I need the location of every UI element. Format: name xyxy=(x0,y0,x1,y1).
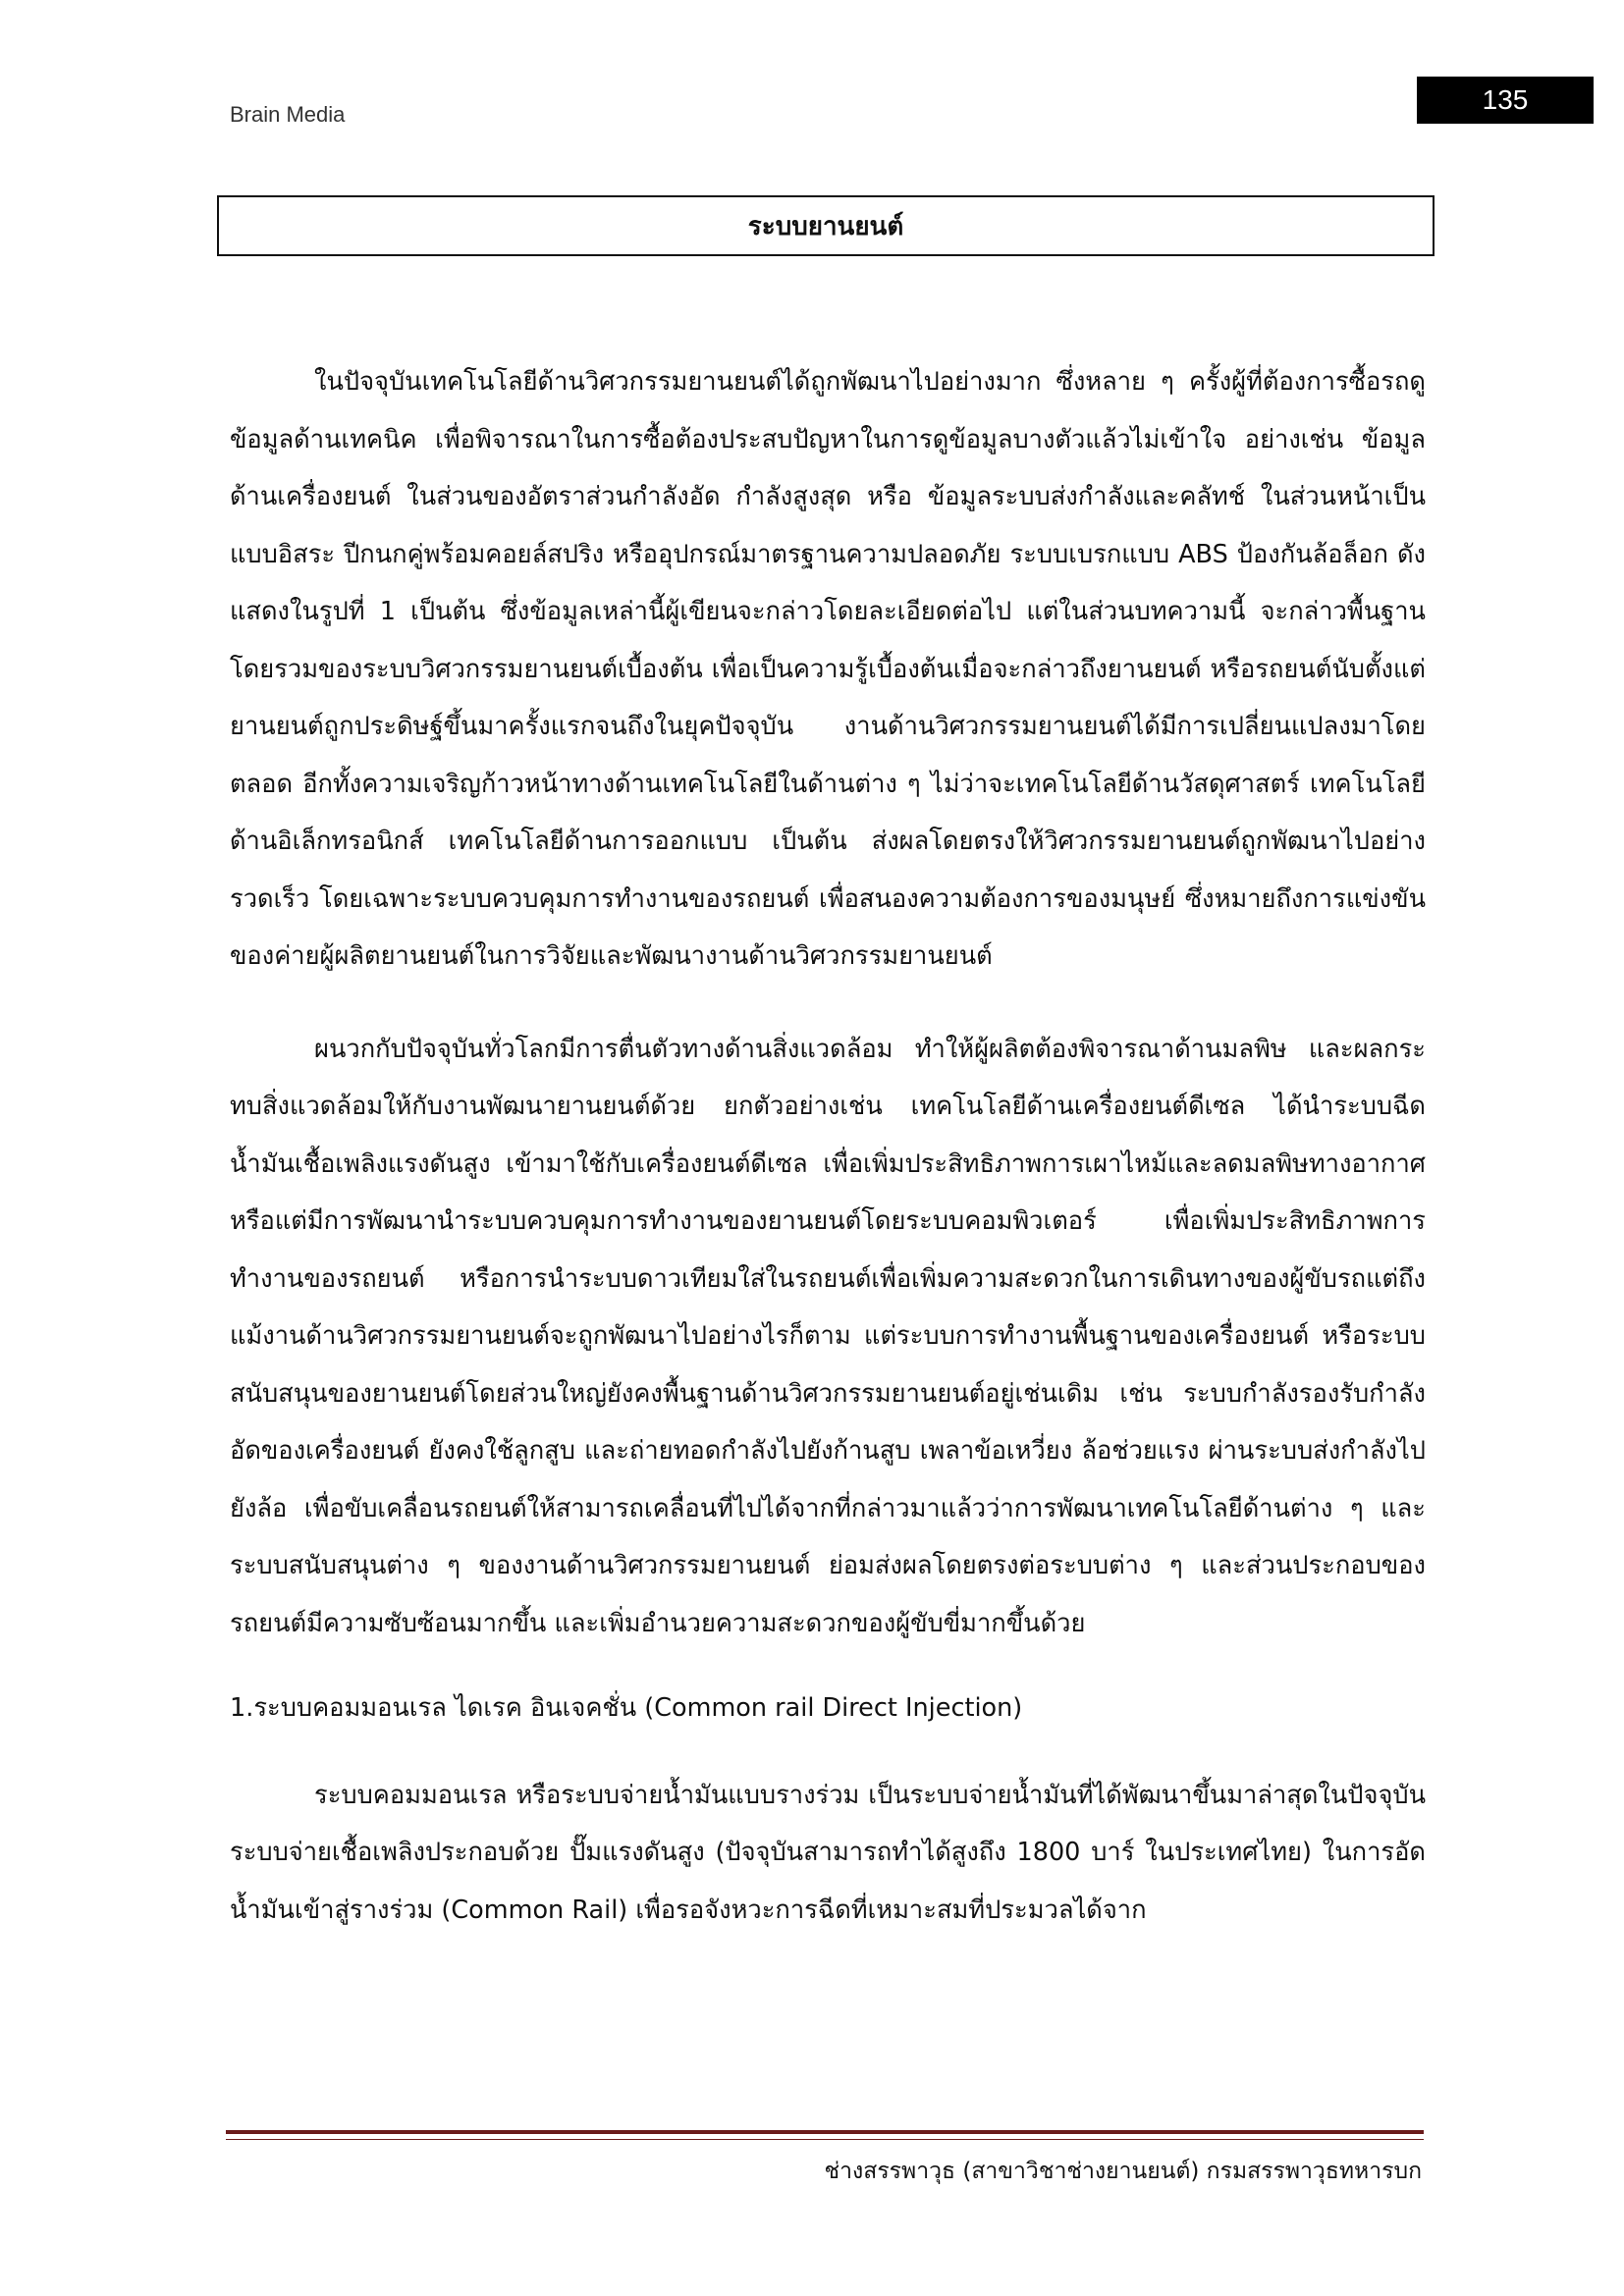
paragraph-environment: ผนวกกับปัจจุบันทั่วโลกมีการตื่นตัวทางด้านสิ่งแวดล้อม ทำให้ผู้ผลิตต้องพิจารณาด้านมลพิษ และผลกระทบสิ่งแวดล้อมให้กับงานพัฒนายานยนต์ด้วย ยกตัวอย่างเช่น เทคโนโลยีด้านเครื่องยนต์ดีเซล ได้นำระบบฉีดน้ำมันเชื้อเพลิงแรงดันสูง เข้ามาใช้กับเครื่องยนต์ดีเซล เพื่อเพิ่มประสิทธิภาพการเผาไหม้และลดมลพิษทางอากาศ หรือแต่มีการพัฒนานำระบบควบคุมการทำงานของยานยนต์โดยระบบคอมพิวเตอร์ เพื่อเพิ่มประสิทธิภาพการทำงานของรถยนต์ หรือการนำระบบดาวเทียมใส่ในรถยนต์เพื่อเพิ่มความสะดวกในการเดินทางของผู้ขับรถแต่ถึงแม้งานด้านวิศวกรรมยานยนต์จะถูกพัฒนาไปอย่างไรก็ตาม แต่ระบบการทำงานพื้นฐานของเครื่องยนต์ หรือระบบสนับสนุนของยานยนต์โดยส่วนใหญ่ยังคงพื้นฐานด้านวิศวกรรมยานยนต์อยู่เช่นเดิม เช่น ระบบกำลังรองรับกำลังอัดของเครื่องยนต์ ยังคงใช้ลูกสูบ และถ่ายทอดกำลังไปยังก้านสูบ เพลาข้อเหวี่ยง ล้อช่วยแรง ผ่านระบบส่งกำลังไปยังล้อ เพื่อขับเคลื่อนรถยนต์ให้สามารถเคลื่อนที่ไปได้จากที่กล่าวมาแล้วว่าการพัฒนาเทคโนโลยีด้านต่าง ๆ และระบบสนับสนุนต่าง ๆ ของงานด้านวิศวกรรมยานยนต์ ย่อมส่งผลโดยตรงต่อระบบต่าง ๆ และส่วนประกอบของรถยนต์มีความซับซ้อนมากขึ้น และเพิ่มอำนวยความสะดวกของผู้ขับขี่มากขึ้นด้วย xyxy=(230,1034,1426,1638)
chapter-title: ระบบยานยนต์ xyxy=(747,211,904,241)
page-number-badge xyxy=(1417,77,1594,124)
footer-divider-thin xyxy=(226,2139,1424,2140)
footer-caption: ช่างสรรพาวุธ (สาขาวิชาช่างยานยนต์) กรมสรรพาวุธทหารบก xyxy=(824,2159,1422,2184)
page-number: 135 xyxy=(1482,84,1529,115)
paragraph-intro: ในปัจจุบันเทคโนโลยีด้านวิศวกรรมยานยนต์ได้ถูกพัฒนาไปอย่างมาก ซึ่งหลาย ๆ ครั้งผู้ที่ต้องการซื้อรถดูข้อมูลด้านเทคนิค เพื่อพิจารณาในการซื้อต้องประสบปัญหาในการดูข้อมูลบางตัวแล้วไม่เข้าใจ อย่างเช่น ข้อมูลด้านเครื่องยนต์ ในส่วนของอัตราส่วนกำลังอัด กำลังสูงสุด หรือ ข้อมูลระบบส่งกำลังและคลัทช์ ในส่วนหน้าเป็นแบบอิสระ ปีกนกคู่พร้อมคอยล์สปริง หรืออุปกรณ์มาตรฐานความปลอดภัย ระบบเบรกแบบ ABS ป้องกันล้อล็อก ดังแสดงในรูปที่ 1 เป็นต้น ซึ่งข้อมูลเหล่านี้ผู้เขียนจะกล่าวโดยละเอียดต่อไป แต่ในส่วนบทความนี้ จะกล่าวพื้นฐานโดยรวมของระบบวิศวกรรมยานยนต์เบื้องต้น เพื่อเป็นความรู้เบื้องต้นเมื่อจะกล่าวถึงยานยนต์ หรือรถยนต์นับตั้งแต่ยานยนต์ถูกประดิษฐ์ขึ้นมาครั้งแรกจนถึงในยุคปัจจุบัน งานด้านวิศวกรรมยานยนต์ได้มีการเปลี่ยนแปลงมาโดยตลอด อีกทั้งความเจริญก้าวหน้าทางด้านเทคโนโลยีในด้านต่าง ๆ ไม่ว่าจะเทคโนโลยีด้านวัสดุศาสตร์ เทคโนโลยีด้านอิเล็กทรอนิกส์ เทคโนโลยีด้านการออกแบบ เป็นต้น ส่งผลโดยตรงให้วิศวกรรมยานยนต์ถูกพัฒนาไปอย่างรวดเร็ว โดยเฉพาะระบบควบคุมการทำงานของรถยนต์ เพื่อสนองความต้องการของมนุษย์ ซึ่งหมายถึงการแข่งขันของค่ายผู้ผลิตยานยนต์ในการวิจัยและพัฒนางานด้านวิศวกรรมยานยนต์ xyxy=(230,367,1426,971)
section-heading-common-rail: 1.ระบบคอมมอนเรล ไดเรค อินเจคชั่น (Common rail Direct Injection) xyxy=(230,1693,1023,1723)
chapter-title-box xyxy=(217,195,1435,256)
paragraph-common-rail: ระบบคอมมอนเรล หรือระบบจ่ายน้ำมันแบบรางร่วม เป็นระบบจ่ายน้ำมันที่ได้พัฒนาขึ้นมาล่าสุดในปัจจุบัน ระบบจ่ายเชื้อเพลิงประกอบด้วย ปั๊มแรงดันสูง (ปัจจุบันสามารถทำได้สูงถึง 1800 บาร์ ในประเทศไทย) ในการอัดน้ำมันเข้าสู่รางร่วม (Common Rail) เพื่อรอจังหวะการฉีดที่เหมาะสมที่ประมวลได้จาก xyxy=(230,1780,1426,1925)
body-content xyxy=(230,353,1426,1939)
brand-label: Brain Media xyxy=(230,102,346,127)
footer-divider xyxy=(226,2130,1424,2134)
